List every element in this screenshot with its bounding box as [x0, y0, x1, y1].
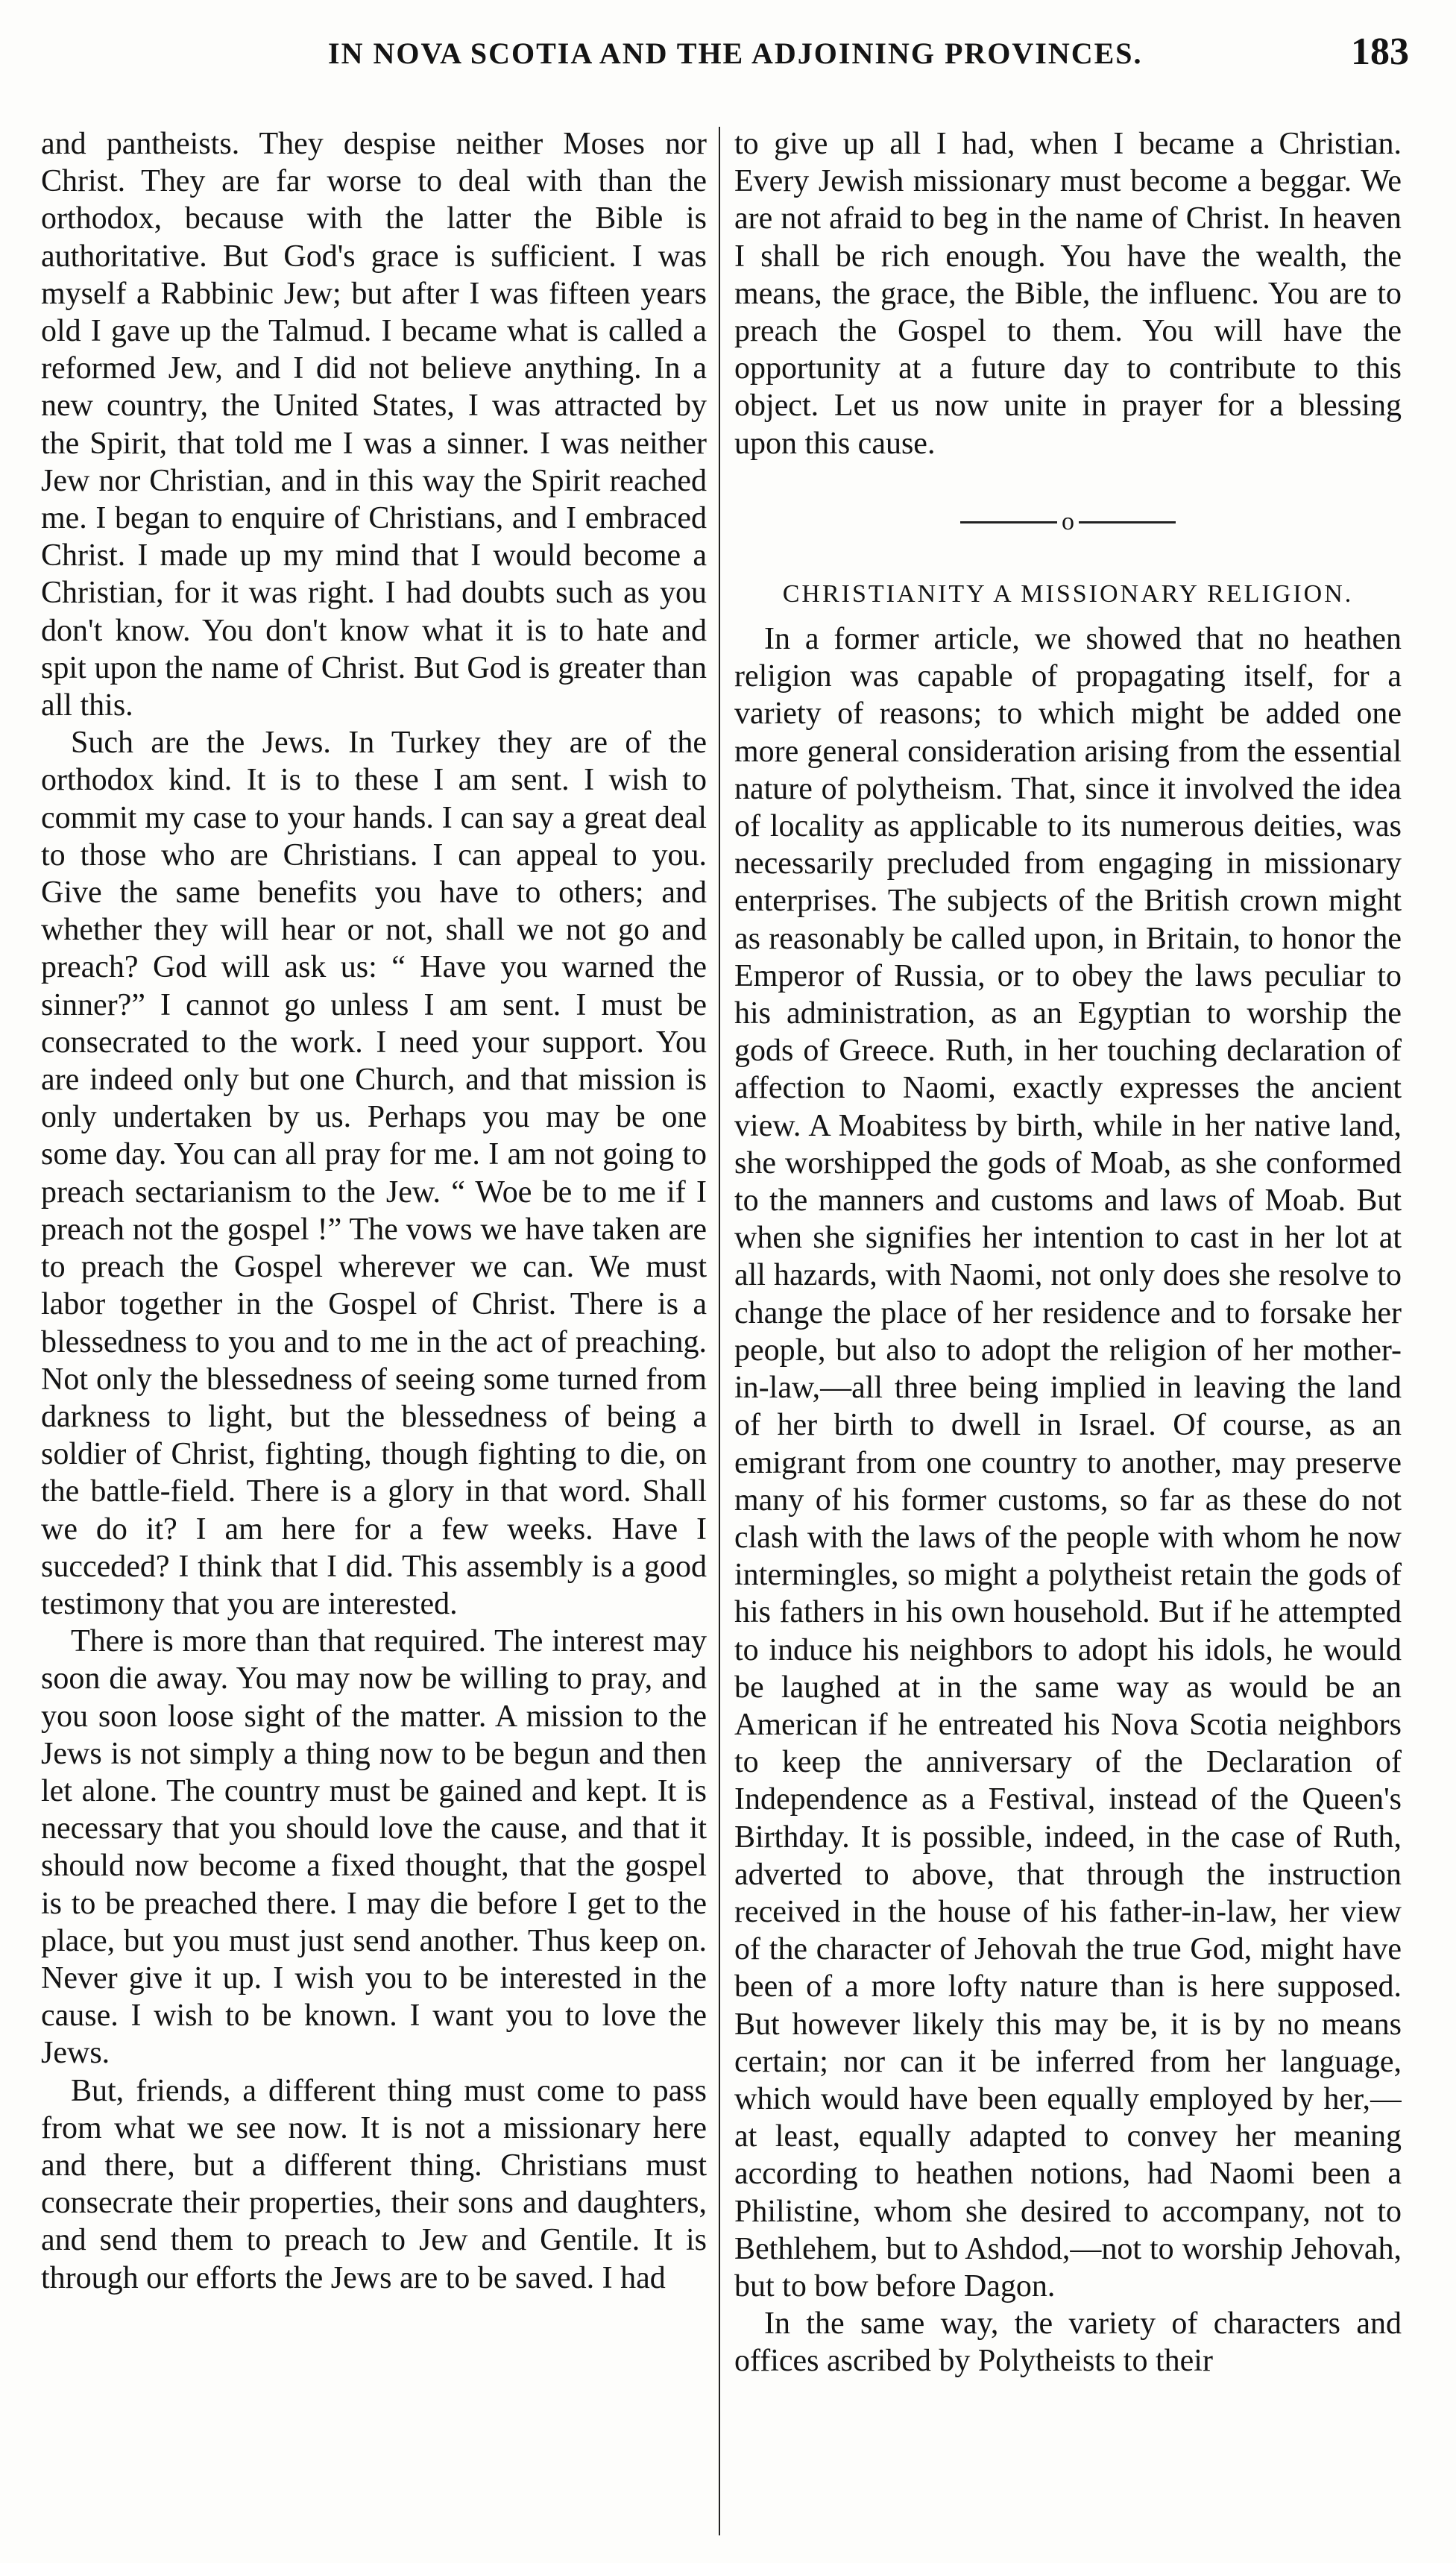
separator-line: [1079, 521, 1176, 523]
section-title: CHRISTIANITY A MISSIONARY RELIGION.: [782, 580, 1354, 608]
separator-line: [960, 521, 1057, 523]
page-header: [45, 22, 1409, 89]
column-rule: [719, 127, 720, 2535]
separator-mark: o: [1062, 508, 1074, 536]
paragraph: and pantheists. They despise neither Moses nor Christ. They are far worse to deal with than the orthodox, because with the latter the Bible is authoritative. But God's grace is sufficient. I was myself a Rabbinic Jew; but after I was fifteen years old I gave up the Talmud. I became what is called a reformed Jew, and I did not believe anything. In a new country, the United States, I was attracted by the Spirit, that told me I was a sinner. I was neither Jew nor Christian, and in this way the Spirit reached me. I began to enquire of Christians, and I embraced Christ. I made up my mind that I would become a Christian, for it was right. I had doubts such as you don't know. You don't know what it is to hate and spit upon the name of Christ. But God is greater than all this.: [41, 127, 707, 723]
paragraph: There is more than that required. The interest may soon die away. You may now be willing to pray, and you soon loose sight of the matter. A mission to the Jews is not simply a thing now to be begun and then let alone. The country must be gained and kept. It is necessary that you should love the cause, and that it should now become a fixed thought, that the gospel is to be preached there. I may die before I get to the place, but you must just send another. Thus keep on. Never give it up. I wish you to be interested in the cause. I wish to be known. I want you to love the Jews.: [41, 1624, 707, 2071]
paragraph: In a former article, we showed that no heathen religion was capable of propagating itself, for a variety of reasons; to which might be added one more general consideration arising from the essential nature of polytheism. That, since it involved the idea of locality as applicable to its numerous deities, was necessarily precluded from engaging in missionary enterprises. The subjects of the British crown might as reasonably be called upon, in Britain, to honor the Emperor of Russia, or to obey the laws peculiar to his administration, as an Egyptian to worship the gods of Greece. Ruth, in her touching declaration of affection to Naomi, exactly expresses the ancient view. A Moabitess by birth, while in her native land, she worshipped the gods of Moab, as she conformed to the manners and customs and laws of Moab. But when she signifies her intention to cast in her lot at all hazards, with Naomi, not only does she resolve to change the place of her residence and to forsake her people, but also to adopt the religion of her mother-in-law,—all three being implied in leaving the land of her birth to dwell in Israel. Of course, as an emigrant from one country to another, may preserve many of his former customs, so far as these do not clash with the laws of the people with whom he now intermingles, so might a polytheist retain the gods of his fathers in his own household. But if he attempted to induce his neighbors to adopt his idols, he would be laughed at in the same way as would be an American if he entreated his Nova Scotia neighbors to keep the anniversary of the Declaration of Independence as a Festival, instead of the Queen's Birthday. It is possible, indeed, in the case of Ruth, adverted to above, that through the instruction received in the house of his father-in-law, her view of the character of Jehovah the true God, might have been of a more lofty nature than is here supposed. But however likely this may be, it is by no means certain; nor can it be inferred from her language, which would have been equally employed by her,—at least, equally adapted to convey her meaning according to heathen notions, had Naomi been a Philistine, whom she desired to accompany, not to Bethlehem, but to Ashdod,—not to worship Jehovah, but to bow before Dagon.: [734, 622, 1402, 2303]
paragraph-continuation: to give up all I had, when I became a Christian. Every Jewish missionary must become a beggar. We are not afraid to beg in the name of Christ. In heaven I shall be rich enough. You have the wealth, the means, the grace, the Bible, the influenc. You are to preach the Gospel to them. You will have the opportunity at a future day to contribute to this object. Let us now unite in prayer for a blessing upon this cause.: [734, 127, 1402, 461]
page-number: 183: [1351, 31, 1409, 73]
right-column: [734, 125, 1402, 2534]
running-head: IN NOVA SCOTIA AND THE ADJOINING PROVINCES.: [328, 37, 1143, 70]
paragraph: But, friends, a different thing must come to pass from what we see now. It is not a missionary here and there, but a different thing. Christians must consecrate their properties, their sons and daughters, and send them to preach to Jew and Gentile. It is through our efforts the Jews are to be saved. I had: [41, 2073, 707, 2295]
left-column: [41, 125, 707, 2534]
paragraph: In the same way, the variety of characters and offices ascribed by Polytheists to their: [734, 2306, 1402, 2379]
section-separator: [734, 506, 1402, 537]
paragraph: Such are the Jews. In Turkey they are of the orthodox kind. It is to these I am sent. I wish to commit my case to your hands. I can say a great deal to those who are Christians. I can appeal to you. Give the same benefits you have to others; and whether they will hear or not, shall we not go and preach? God will ask us: “ Have you warned the sinner?” I cannot go unless I am sent. I must be consecrated to the work. I need your support. You are indeed only but one Church, and that mission is only undertaken by us. Perhaps you may be one some day. You can all pray for me. I am not going to preach sectarianism to the Jew. “ Woe be to me if I preach not the gospel !” The vows we have taken are to preach the Gospel wherever we can. We must labor together in the Gospel of Christ. There is a blessedness to you and to me in the act of preaching. Not only the blessedness of seeing some turned from darkness to light, but the blessedness of being a soldier of Christ, fighting, though fighting to die, on the battle-field. There is a glory in that word. Shall we do it? I am here for a few weeks. Have I succeded? I think that I did. This assembly is a good testimony that you are interested.: [41, 726, 707, 1621]
